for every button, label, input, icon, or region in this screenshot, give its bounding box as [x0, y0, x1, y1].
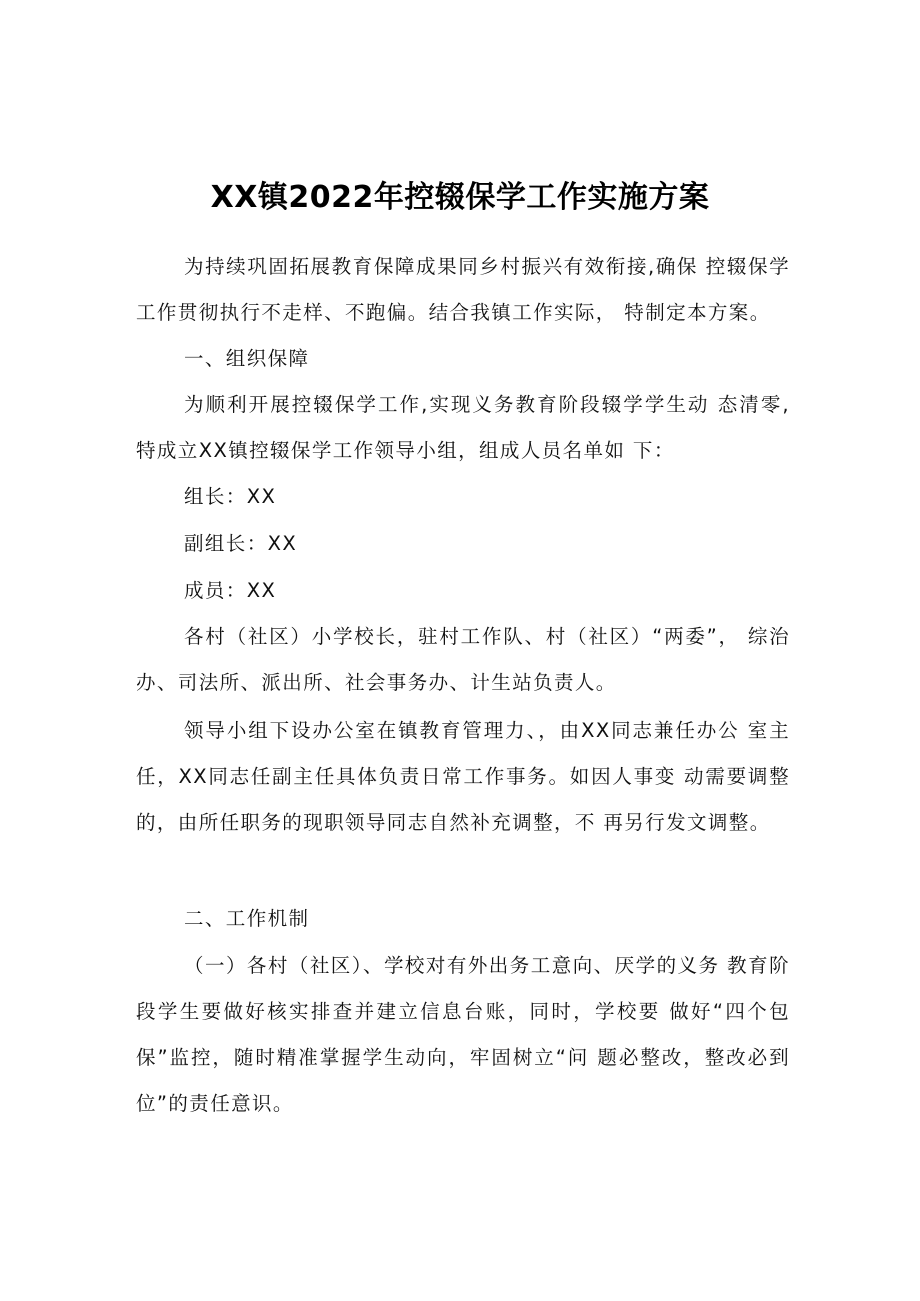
section-heading-mechanism: 二、工作机制 — [184, 907, 310, 930]
leadership-group-paragraph: 为顺利开展控辍保学工作,实现义务教育阶段辍学学生动 态清零,特成立XX镇控辍保学工作领导小组，组成人员名单如 下： — [136, 393, 790, 462]
mechanism-item-1-paragraph: （一）各村（社区）、学校对有外出务工意向、厌学的义务 教育阶段学生要做好核实排查并建立信息台账，同时，学校要 做好“四个包保”监控，随时精准掌握学生动向，牢固树立“问 题必整改，整改必到位”的责任意识。 — [136, 954, 790, 1115]
office-paragraph: 领导小组下设办公室在镇教育管理力、，由XX同志兼任办公 室主任，XX同志任副主任具体负责日常工作事务。如因人事变 动需要调整的，由所任职务的现职领导同志自然补充调整，不 再另行发文调整。 — [136, 719, 790, 834]
group-leader-line: 组长：XX — [184, 485, 277, 508]
document-title: XX镇2022年控辍保学工作实施方案 — [210, 180, 710, 215]
members-line: 成员：XX — [184, 579, 277, 602]
member-units-paragraph: 各村（社区）小学校长，驻村工作队、村（社区）“两委”， 综治办、司法所、派出所、社会事务办、计生站负责人。 — [136, 625, 790, 694]
section-heading-organization: 一、组织保障 — [184, 347, 310, 370]
deputy-leader-line: 副组长：XX — [184, 532, 298, 555]
intro-paragraph: 为持续巩固拓展教育保障成果同乡村振兴有效衔接,确保 控辍保学工作贯彻执行不走样、不跑偏。结合我镇工作实际， 特制定本方案。 — [136, 255, 790, 324]
